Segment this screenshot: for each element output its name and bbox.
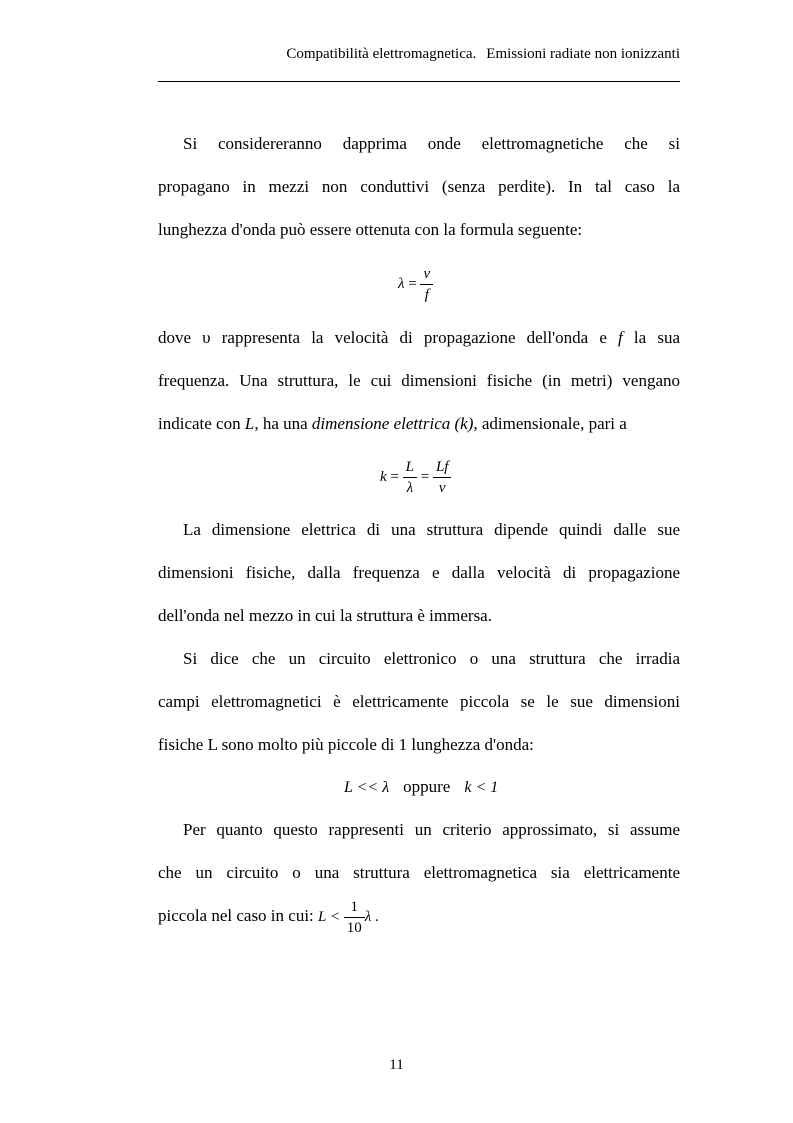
f1-num: v: [420, 264, 433, 285]
f2-den1: λ: [406, 480, 414, 496]
p2-line1b: f: [618, 328, 623, 347]
f1-eq: =: [408, 275, 417, 292]
f3-a: L << λ: [344, 779, 390, 796]
p2-line3d: dimensione elettrica (k): [311, 414, 474, 433]
p3-line2: dimensioni fisiche, dalla frequenza e dalla velocità di propagazione: [158, 563, 680, 582]
f4-tail: .: [374, 909, 379, 925]
header-right: Emissioni radiate non ionizzanti: [486, 46, 680, 62]
f2-fraction1: [403, 457, 417, 498]
p2-line3c: , ha una: [254, 414, 308, 433]
f2-eq1: =: [390, 468, 399, 485]
p2-line1a: dove υ rappresenta la velocità di propagazione dell'onda e: [158, 328, 607, 347]
formula-threshold: [318, 899, 379, 937]
f3-b: k < 1: [464, 779, 499, 796]
header-rule: [158, 81, 680, 82]
p2-line3b: L: [244, 414, 255, 433]
p5-line1: Per quanto questo rappresenti un criterio approssimato, si assume: [183, 820, 680, 839]
f2-num1: L: [403, 457, 417, 478]
p5-line3: piccola nel caso in cui:: [158, 906, 314, 925]
formula-electrical-dimension: [380, 457, 451, 498]
page-number: 11: [389, 1057, 404, 1073]
f1-den: f: [424, 287, 429, 303]
f1-fraction: [420, 264, 433, 305]
f4-rhs: λ: [364, 909, 372, 925]
f2-num2: Lf: [433, 457, 452, 478]
p5-line2: che un circuito o una struttura elettromagnetica sia elettricamente: [158, 863, 680, 882]
p4-line1: Si dice che un circuito elettronico o una struttura che irradia: [183, 649, 680, 668]
f2-lhs: k: [380, 468, 387, 485]
p4-line2: campi elettromagnetici è elettricamente piccola se le sue dimensioni: [158, 692, 680, 711]
f3-word: oppure: [403, 777, 451, 796]
p1-line1: Si considereranno dapprima onde elettromagnetiche che si: [183, 134, 680, 153]
p2-line3a: indicate con: [158, 414, 241, 433]
p4-line3: fisiche L sono molto più piccole di 1 lunghezza d'onda:: [158, 735, 534, 754]
paragraph-1: [158, 122, 680, 251]
running-header: [158, 46, 680, 63]
f2-fraction2: [433, 457, 452, 498]
paragraph-3: [158, 508, 680, 637]
paragraph-5: [158, 808, 680, 939]
f2-den2: v: [438, 480, 446, 496]
formula-wavelength: [398, 264, 433, 305]
paragraph-2: [158, 316, 680, 445]
p1-line3: lunghezza d'onda può essere ottenuta con la formula seguente:: [158, 220, 583, 239]
p3-line3: dell'onda nel mezzo in cui la struttura è immersa.: [158, 606, 492, 625]
p2-line3e: , adimensionale, pari a: [473, 414, 627, 433]
p1-line2: propagano in mezzi non conduttivi (senza perdite). In tal caso la: [158, 177, 680, 196]
f1-lhs: λ: [398, 275, 405, 292]
formula-small-condition: [344, 777, 498, 797]
f4-num: 1: [344, 897, 365, 918]
f4-den: 10: [346, 920, 362, 937]
f2-eq2: =: [420, 468, 430, 485]
p2-line2: frequenza. Una struttura, le cui dimensioni fisiche (in metri) vengano: [158, 371, 680, 390]
f4-fraction: [344, 897, 365, 938]
header-left: Compatibilità elettromagnetica.: [286, 46, 477, 62]
p3-line1: La dimensione elettrica di una struttura dipende quindi dalle sue: [183, 520, 680, 539]
paragraph-4: [158, 637, 680, 766]
f4-lhs: L <: [318, 909, 340, 925]
p2-line1c: la sua: [633, 328, 680, 347]
